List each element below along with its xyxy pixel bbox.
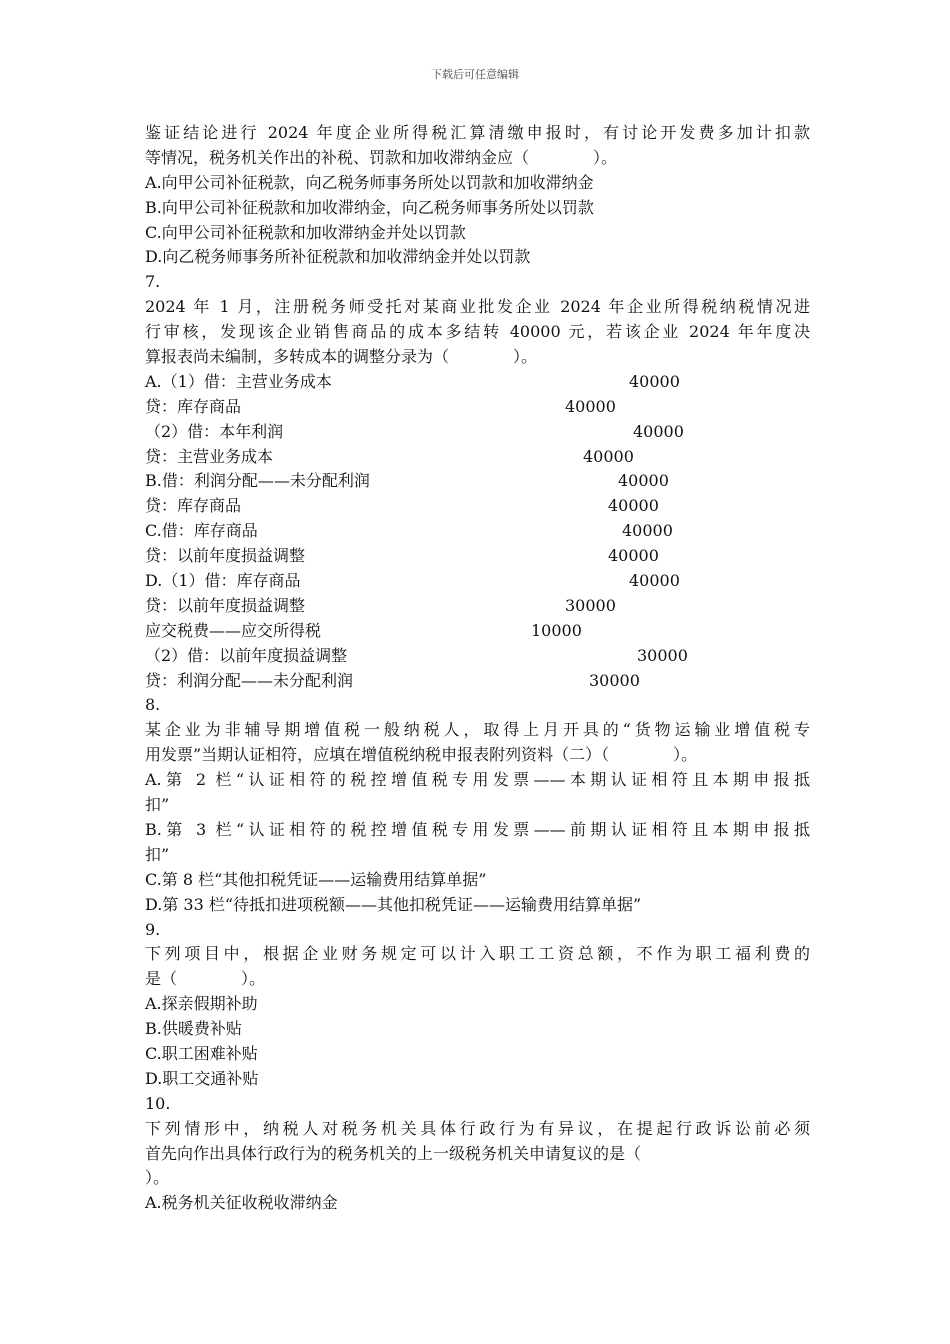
journal-entry-row <box>145 669 810 694</box>
question-7-stem-line: 2024 年 1 月，注册税务师受托对某商业批发企业 2024 年企业所得税纳税情况进 <box>145 297 810 317</box>
page-header-note: 下载后可任意编辑 <box>431 68 519 81</box>
question-6-stem-line: 等情况，税务机关作出的补税、罚款和加收滞纳金应（ ）。 <box>145 147 618 167</box>
journal-entry-row <box>145 519 810 544</box>
question-6-option-d: D.向乙税务师事务所补征税款和加收滞纳金并处以罚款 <box>145 247 531 267</box>
journal-entry-amount: 40000 <box>608 546 659 566</box>
journal-entry-row <box>145 395 810 420</box>
question-8-option-a: A.第 2 栏“认证相符的税控增值税专用发票——本期认证相符且本期申报抵 <box>145 770 810 790</box>
journal-entry-text: （2）借：本年利润 <box>145 421 284 441</box>
question-8-number: 8. <box>145 695 161 715</box>
journal-entry-amount: 40000 <box>608 496 659 516</box>
journal-entry-row <box>145 445 810 470</box>
journal-entry-text: 贷：主营业务成本 <box>145 446 274 466</box>
question-10-stem-line: ）。 <box>145 1168 170 1188</box>
question-8-option-b-cont: 扣” <box>145 844 170 864</box>
question-9-option-c: C.职工困难补贴 <box>145 1043 258 1063</box>
journal-entry-row <box>145 544 810 569</box>
journal-entry-amount: 40000 <box>629 371 680 391</box>
journal-entry-amount: 40000 <box>618 471 669 491</box>
journal-entry-text: 贷：库存商品 <box>145 396 242 416</box>
question-10-stem-line: 首先向作出具体行政行为的税务机关的上一级税务机关申请复议的是（ <box>145 1143 642 1163</box>
journal-entry-text: 贷：以前年度损益调整 <box>145 546 306 566</box>
journal-entry-text: D.（1）借：库存商品 <box>145 571 301 591</box>
question-9-stem-line: 是（ ）。 <box>145 969 266 989</box>
journal-entry-text: 应交税费——应交所得税 <box>145 620 322 640</box>
journal-entry-row <box>145 469 810 494</box>
question-8-option-a-cont: 扣” <box>145 795 170 815</box>
journal-entry-amount: 40000 <box>629 571 680 591</box>
question-8-option-d: D.第 33 栏“待抵扣进项税额——其他扣税凭证——运输费用结算单据” <box>145 894 642 914</box>
question-9-option-d: D.职工交通补贴 <box>145 1068 259 1088</box>
question-9-option-a: A.探亲假期补助 <box>145 994 258 1014</box>
question-7-number: 7. <box>145 272 161 292</box>
journal-entry-text: B.借：利润分配——未分配利润 <box>145 471 370 491</box>
journal-entry-text: 贷：以前年度损益调整 <box>145 595 306 615</box>
question-8-stem-line: 某企业为非辅导期增值税一般纳税人，取得上月开具的“货物运输业增值税专 <box>145 720 810 740</box>
journal-entry-row <box>145 494 810 519</box>
journal-entry-row <box>145 569 810 594</box>
journal-entry-amount: 40000 <box>622 521 673 541</box>
question-10-option-a: A.税务机关征收税收滞纳金 <box>145 1193 338 1213</box>
journal-entry-amount: 40000 <box>633 421 684 441</box>
journal-entry-row <box>145 420 810 445</box>
question-10-stem-line: 下列情形中，纳税人对税务机关具体行政行为有异议，在提起行政诉讼前必须 <box>145 1118 810 1138</box>
question-8-stem-line: 用发票”当期认证相符，应填在增值税纳税申报表附列资料（二）（ ）。 <box>145 745 698 765</box>
journal-entry-row <box>145 644 810 669</box>
question-8-option-b: B.第 3 栏“认证相符的税控增值税专用发票——前期认证相符且本期申报抵 <box>145 819 810 839</box>
question-6-option-a: A.向甲公司补征税款，向乙税务师事务所处以罚款和加收滞纳金 <box>145 172 594 192</box>
journal-entry-amount: 40000 <box>583 446 634 466</box>
journal-entry-amount: 40000 <box>565 396 616 416</box>
question-9-option-b: B.供暖费补贴 <box>145 1019 242 1039</box>
journal-entry-amount: 30000 <box>589 670 640 690</box>
question-6-stem-line: 鉴证结论进行 2024 年度企业所得税汇算清缴申报时，有讨论开发费多加计扣款 <box>145 123 810 142</box>
question-9-number: 9. <box>145 919 161 939</box>
journal-entry-text: （2）借：以前年度损益调整 <box>145 645 348 665</box>
question-10-number: 10. <box>145 1093 171 1113</box>
journal-entry-amount: 30000 <box>637 645 688 665</box>
journal-entry-row <box>145 370 810 395</box>
journal-entry-text: 贷：库存商品 <box>145 496 242 516</box>
journal-entry-text: 贷：利润分配——未分配利润 <box>145 670 354 690</box>
journal-entry-text: C.借：库存商品 <box>145 521 258 541</box>
journal-entry-amount: 30000 <box>565 595 616 615</box>
journal-entry-text: A.（1）借：主营业务成本 <box>145 371 332 391</box>
question-8-option-c: C.第 8 栏“其他扣税凭证——运输费用结算单据” <box>145 869 487 889</box>
question-6-option-b: B.向甲公司补征税款和加收滞纳金，向乙税务师事务所处以罚款 <box>145 197 594 217</box>
question-7-stem-line: 算报表尚未编制，多转成本的调整分录为（ ）。 <box>145 347 538 367</box>
journal-entry-row <box>145 594 810 619</box>
journal-entry-row <box>145 619 810 644</box>
question-9-stem-line: 下列项目中，根据企业财务规定可以计入职工工资总额，不作为职工福利费的 <box>145 944 810 964</box>
journal-entry-amount: 10000 <box>531 620 582 640</box>
document-body <box>145 121 810 1216</box>
question-6-option-c: C.向甲公司补征税款和加收滞纳金并处以罚款 <box>145 222 466 242</box>
question-7-stem-line: 行审核，发现该企业销售商品的成本多结转 40000 元，若该企业 2024 年年度决 <box>145 322 810 342</box>
